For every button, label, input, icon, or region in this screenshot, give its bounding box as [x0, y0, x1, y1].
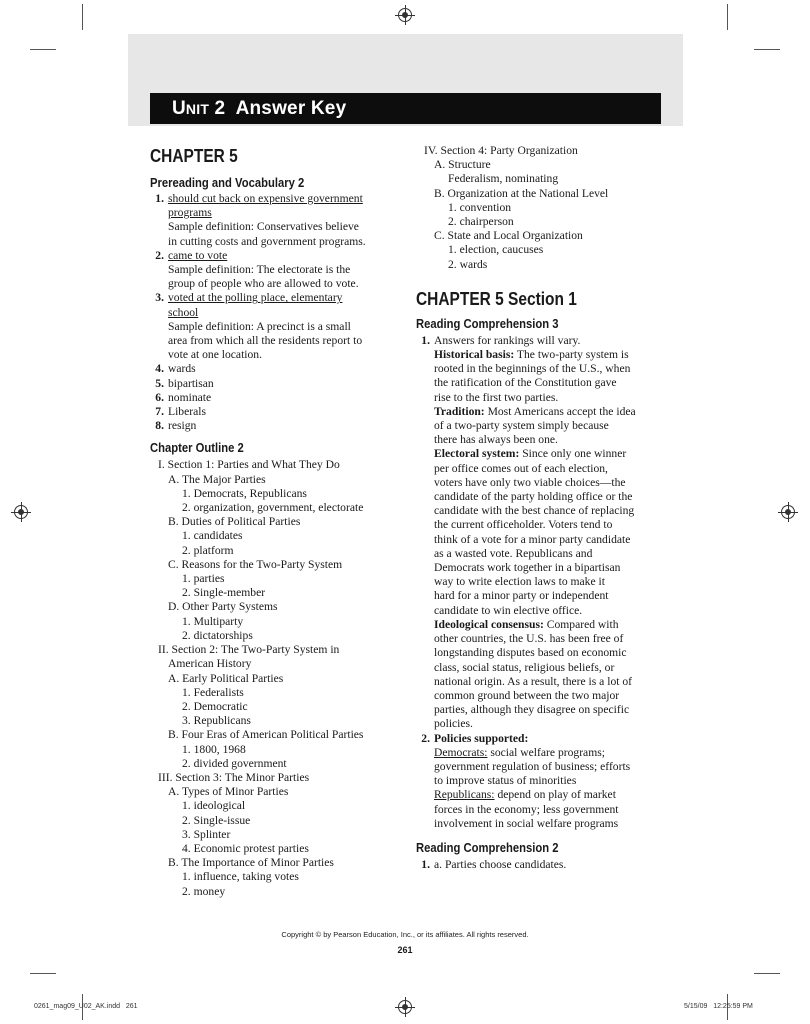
- outline-line: American History: [168, 657, 252, 671]
- definition-text: Sample definition: A precinct is a small: [168, 319, 351, 333]
- registration-mark-icon: [781, 505, 795, 519]
- item-number: 2.: [421, 731, 430, 745]
- answer-line-text: parties, although they disagree on specific: [434, 703, 630, 717]
- answer-line: [168, 320, 400, 334]
- outline-line: 2. chairperson: [448, 215, 514, 229]
- answer-line-text: common ground between the two major: [434, 688, 620, 702]
- answer-line: [434, 334, 666, 348]
- answer-line-text: class, social status, religious beliefs, or: [434, 660, 615, 674]
- item-number: 7.: [155, 405, 164, 419]
- outline-line: 2. money: [182, 884, 226, 898]
- underlined-answer: school: [168, 305, 199, 319]
- answer-line: [434, 604, 666, 618]
- answer-text: [150, 405, 400, 419]
- answer-line: [434, 618, 666, 632]
- answer-line: [434, 419, 666, 433]
- answer-line: [434, 504, 666, 518]
- answer-text: [434, 746, 666, 831]
- outline-line: 1. ideological: [182, 799, 246, 813]
- answer-line: [168, 263, 400, 277]
- answer-line-text: social welfare programs;: [487, 745, 605, 759]
- list-item: [150, 192, 400, 249]
- answer-line-text: longstanding disputes based on economic: [434, 646, 627, 660]
- answer-line: [168, 306, 400, 320]
- answer-line: [434, 817, 666, 831]
- answer-line: [434, 632, 666, 646]
- item-number: 1.: [421, 333, 430, 347]
- answer-line-text: forces in the economy; less government: [434, 802, 619, 816]
- list-item: [150, 391, 400, 405]
- answer-line-text: Compared with: [543, 617, 619, 631]
- answer-line-text: the ratification of the Constitution gave: [434, 376, 617, 390]
- answer-line-text: Democrats work together in a bipartisan: [434, 561, 621, 575]
- answer-text: [150, 377, 400, 391]
- answer-line-text: Since only one winner: [519, 447, 627, 461]
- outline-line: D. Other Party Systems: [168, 600, 278, 614]
- answer-line-text: rise to the first two parties.: [434, 390, 559, 404]
- answer-line: [434, 717, 666, 731]
- item-number: 8.: [155, 419, 164, 433]
- definition-text: Liberals: [168, 405, 206, 419]
- answer-line-text: national origin. As a result, there is a lot of: [434, 674, 633, 688]
- page-number: 261: [397, 945, 413, 955]
- crop-mark: [30, 973, 56, 974]
- answer-text: a. Parties choose candidates.: [434, 857, 567, 871]
- outline-line: 1. election, caucuses: [448, 243, 544, 257]
- outline-line: 1. Federalists: [182, 685, 244, 699]
- definition-text: bipartisan: [168, 376, 214, 390]
- vocabulary-list: [150, 192, 400, 433]
- answer-line: [434, 774, 666, 788]
- bold-label: Electoral system:: [434, 447, 520, 461]
- outline-line: C. Reasons for the Two-Party System: [168, 557, 343, 571]
- answer-line: [168, 348, 400, 362]
- answer-line: [434, 433, 666, 447]
- answer-line: [434, 646, 666, 660]
- left-column: [150, 145, 400, 899]
- registration-mark-icon: [14, 505, 28, 519]
- outline-line: II. Section 2: The Two-Party System in: [158, 643, 340, 657]
- answer-line: [434, 462, 666, 476]
- outline-line: 1. influence, taking votes: [182, 870, 299, 884]
- outline-line: 2. organization, government, electorate: [182, 501, 364, 515]
- definition-text: in cutting costs and government programs.: [168, 234, 366, 248]
- answer-line: [168, 277, 400, 291]
- answer-line: [434, 788, 666, 802]
- crop-mark: [727, 4, 728, 30]
- unit-title-u: U: [172, 98, 186, 119]
- item-number: 2.: [155, 248, 164, 262]
- answer-line: [434, 405, 666, 419]
- outline-line: 4. Economic protest parties: [182, 841, 309, 855]
- outline-line: 2. dictatorships: [182, 628, 253, 642]
- list-item: [416, 334, 666, 732]
- outline-line: A. Types of Minor Parties: [168, 785, 289, 799]
- outline-line: 1. convention: [448, 200, 512, 214]
- answer-line-text: Most Americans accept the idea: [484, 404, 636, 418]
- answer-line-text: policies.: [434, 717, 473, 731]
- list-item: [150, 249, 400, 292]
- answer-line-text: The two-party system is: [514, 348, 629, 362]
- section-heading: Reading Comprehension 3: [416, 316, 559, 331]
- underlined-answer: came to vote: [168, 248, 228, 262]
- slug-file-info: 0261_mag09_U02_AK.indd 261: [34, 1003, 138, 1010]
- registration-mark-icon: [398, 1000, 412, 1014]
- answer-text: [150, 362, 400, 376]
- outline-line: B. The Importance of Minor Parties: [168, 856, 334, 870]
- answer-line: [434, 376, 666, 390]
- answer-text: [150, 291, 400, 362]
- answer-line: [434, 675, 666, 689]
- outline-line: 1. Multiparty: [182, 614, 244, 628]
- list-item: [150, 419, 400, 433]
- outline-line: 3. Splinter: [182, 827, 231, 841]
- answer-line: [434, 689, 666, 703]
- chapter-outline: [150, 458, 400, 898]
- chapter-title: CHAPTER 5: [150, 146, 238, 166]
- list-item: [150, 362, 400, 376]
- answer-line: [434, 746, 666, 760]
- answer-line: [434, 703, 666, 717]
- answer-line: [168, 220, 400, 234]
- answer-line: [434, 348, 666, 362]
- answer-line: [434, 391, 666, 405]
- answer-line: [434, 518, 666, 532]
- answer-text: [150, 419, 400, 433]
- crop-mark: [30, 49, 56, 50]
- answer-line-text: voters have only two viable choices—the: [434, 475, 626, 489]
- answer-line-text: government regulation of business; efforts: [434, 759, 631, 773]
- answer-line: [168, 334, 400, 348]
- outline-line: 1. parties: [182, 572, 225, 586]
- chapter-outline-continued: [416, 144, 666, 272]
- answer-line: [434, 661, 666, 675]
- crop-mark: [754, 49, 780, 50]
- answer-text: [150, 391, 400, 405]
- slug-timestamp: 5/15/09 12:25:59 PM: [684, 1003, 753, 1010]
- outline-line: IV. Section 4: Party Organization: [424, 144, 578, 157]
- answer-line: [434, 760, 666, 774]
- outline-line: III. Section 3: The Minor Parties: [158, 770, 310, 784]
- section-heading: Chapter Outline 2: [150, 441, 244, 456]
- outline-line: I. Section 1: Parties and What They Do: [158, 458, 340, 472]
- definition-text: area from which all the residents report to: [168, 334, 363, 348]
- definition-text: Sample definition: Conservatives believe: [168, 220, 359, 234]
- answer-text: [150, 192, 400, 249]
- answer-line-text: to improve status of minorities: [434, 774, 577, 788]
- answer-line-text: rooted in the beginnings of the U.S., when: [434, 362, 631, 376]
- registration-mark-icon: [398, 8, 412, 22]
- crop-mark: [754, 973, 780, 974]
- definition-text: Sample definition: The electorate is the: [168, 263, 351, 277]
- answer-line: [434, 447, 666, 461]
- outline-line: A. Early Political Parties: [168, 671, 284, 685]
- outline-line: 1. Democrats, Republicans: [182, 486, 307, 500]
- outline-line: 1. 1800, 1968: [182, 742, 246, 756]
- list-item: [150, 405, 400, 419]
- answer-line: [168, 419, 400, 433]
- answer-line: [168, 249, 400, 263]
- answer-line: [168, 377, 400, 391]
- definition-text: resign: [168, 419, 197, 433]
- outline-line: Federalism, nominating: [448, 172, 559, 186]
- answer-text: [416, 334, 666, 732]
- answer-text: [150, 249, 400, 292]
- answer-line: [168, 192, 400, 206]
- copyright-notice: Copyright © by Pearson Education, Inc., or its affiliates. All rights reserved.: [281, 930, 529, 939]
- answer-line-text: candidate to win elective office.: [434, 603, 583, 617]
- list-item: [150, 377, 400, 391]
- answer-line-text: depend on play of market: [494, 788, 616, 802]
- outline-line: B. Duties of Political Parties: [168, 515, 301, 529]
- underlined-answer: programs: [168, 206, 212, 220]
- answer-line: [434, 575, 666, 589]
- outline-line: 2. Single-member: [182, 586, 266, 600]
- bold-label: Ideological consensus:: [434, 617, 544, 631]
- answer-line-text: way to write election laws to make it: [434, 575, 605, 589]
- answer-line: [168, 291, 400, 305]
- outline-line: A. Structure: [434, 158, 491, 172]
- outline-line: 3. Republicans: [182, 714, 251, 728]
- outline-line: 2. divided government: [182, 756, 287, 770]
- answer-line: [168, 206, 400, 220]
- outline-line: 2. Democratic: [182, 699, 248, 713]
- answer-line-text: Answers for rankings will vary.: [434, 333, 581, 347]
- section-heading: Reading Comprehension 2: [416, 840, 559, 855]
- underlined-answer: voted at the polling place, elementary: [168, 291, 343, 305]
- answer-line-text: involvement in social welfare programs: [434, 816, 619, 830]
- bold-label: Tradition:: [434, 404, 485, 418]
- answer-line-text: candidate of the party holding office or the: [434, 490, 633, 504]
- answer-line: [434, 547, 666, 561]
- answer-line-text: as a wasted vote. Republicans and: [434, 546, 593, 560]
- answer-line: [434, 803, 666, 817]
- item-number: 5.: [155, 376, 164, 390]
- answer-line: [434, 490, 666, 504]
- crop-mark: [82, 4, 83, 30]
- outline-line: 2. platform: [182, 543, 234, 557]
- answer-line-text: candidate with the best chance of replacing: [434, 504, 635, 518]
- outline-line: 2. wards: [448, 257, 488, 271]
- underlined-answer: should cut back on expensive government: [168, 192, 363, 205]
- item-number: 6.: [155, 390, 164, 404]
- party-label: Republicans:: [434, 788, 495, 802]
- definition-text: wards: [168, 362, 196, 376]
- list-item: [150, 291, 400, 362]
- section-heading: Prereading and Vocabulary 2: [150, 176, 305, 190]
- bold-label: Historical basis:: [434, 348, 515, 362]
- answer-line: [434, 362, 666, 376]
- definition-text: nominate: [168, 390, 212, 404]
- outline-line: 1. candidates: [182, 529, 243, 543]
- right-column: [416, 145, 666, 872]
- answer-heading: Policies supported:: [434, 731, 529, 745]
- answer-line-text: the current officeholder. Voters tend to: [434, 518, 613, 532]
- list-item: [416, 858, 666, 872]
- answer-line: [168, 235, 400, 249]
- unit-title-nit: NIT: [185, 101, 210, 117]
- outline-line: B. Organization at the National Level: [434, 186, 609, 200]
- chapter-section-title: CHAPTER 5 Section 1: [416, 288, 577, 309]
- answer-line-text: other countries, the U.S. has been free of: [434, 632, 624, 646]
- answer-line: [434, 476, 666, 490]
- answer-line-text: think of a vote for a minor party candidate: [434, 532, 631, 546]
- unit-title-bar: [150, 93, 661, 124]
- answer-line-text: hard for a minor party or independent: [434, 589, 609, 603]
- unit-title-rest: 2 Answer Key: [209, 98, 347, 119]
- outline-line: B. Four Eras of American Political Parties: [168, 728, 364, 742]
- item-number: 1.: [155, 192, 164, 205]
- item-number: 3.: [155, 291, 164, 305]
- definition-text: vote at one location.: [168, 348, 263, 362]
- party-label: Democrats:: [434, 745, 488, 759]
- answer-line-text: of a two-party system simply because: [434, 419, 609, 433]
- answer-line-text: per office comes out of each election,: [434, 461, 608, 475]
- answer-line: [434, 589, 666, 603]
- answer-line: [168, 391, 400, 405]
- outline-line: 2. Single-issue: [182, 813, 251, 827]
- answer-line: [434, 533, 666, 547]
- answer-line: [168, 362, 400, 376]
- outline-line: A. The Major Parties: [168, 472, 266, 486]
- answer-line-text: there has always been one.: [434, 433, 558, 447]
- answer-line: [168, 405, 400, 419]
- item-number: 4.: [155, 362, 164, 376]
- definition-text: group of people who are allowed to vote.: [168, 277, 359, 291]
- outline-line: C. State and Local Organization: [434, 229, 583, 243]
- answer-line: [434, 561, 666, 575]
- item-number: 1.: [421, 857, 430, 871]
- list-item: [416, 732, 666, 831]
